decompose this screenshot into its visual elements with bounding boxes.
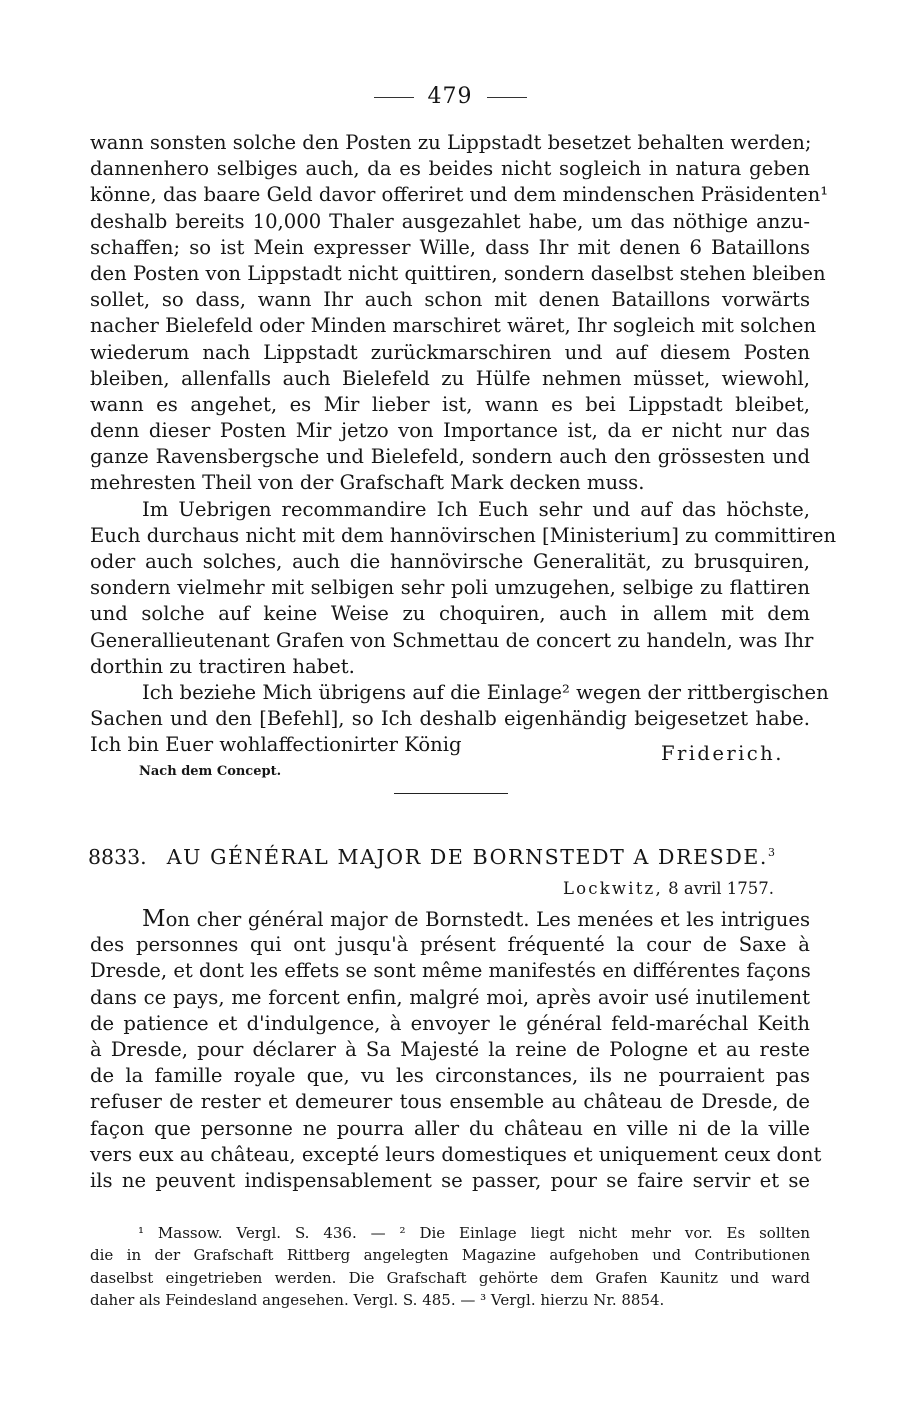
text-line: refuser de rester et demeurer tous ensemble au château de Dresde, de xyxy=(90,1090,810,1114)
text-line: denn dieser Posten Mir jetzo von Importance ist, da er nicht nur das xyxy=(90,419,810,443)
footnote-line: daselbst eingetrieben werden. Die Grafschaft gehörte dem Grafen Kaunitz und ward xyxy=(90,1268,810,1287)
header-dash-right xyxy=(487,97,527,98)
letter-continuation-paragraph-1 xyxy=(90,130,837,759)
section-divider xyxy=(394,793,508,794)
document-title: AU GÉNÉRAL MAJOR DE BORNSTEDT A DRESDE. xyxy=(166,845,769,869)
text-line: wann sonsten solche den Posten zu Lippstadt besetzet behalten werden; xyxy=(90,131,812,154)
text-line: ganze Ravensbergsche und Bielefeld, sondern auch den grössesten und xyxy=(90,445,810,469)
text-line: den Posten von Lippstadt nicht quittiren, sondern daselbst stehen bleiben xyxy=(90,261,826,285)
page-number: 479 xyxy=(427,84,473,109)
text-line: vers eux au château, excepté leurs domestiques et uniquement ceux dont xyxy=(90,1142,822,1166)
header-dash-left xyxy=(374,97,414,98)
text-line: façon que personne ne pourra aller du château en ville ni de la ville xyxy=(90,1116,810,1140)
dateline xyxy=(563,879,774,898)
text-line: Ich bin Euer wohlaffectionirter König xyxy=(90,733,462,757)
text-line: wann es angehet, es Mir lieber ist, wann es bei Lippstadt bleibet, xyxy=(90,392,810,416)
signature: Friderich. xyxy=(661,742,784,765)
text-line: Sachen und den [Befehl], so Ich deshalb eigenhändig beigesetzet habe. xyxy=(90,707,810,731)
text-line: de la famille royale que, vu les circonstances, ils ne pourraient pas xyxy=(90,1064,810,1088)
footnote-line: daher als Feindesland angesehen. Vergl. S. 485. — ³ Vergl. hierzu Nr. 8854. xyxy=(90,1291,665,1310)
text-line: deshalb bereits 10,000 Thaler ausgezahlet habe, um das nöthige anzu- xyxy=(90,209,810,233)
document-body xyxy=(90,906,822,1194)
footnote-line: die in der Grafschaft Rittberg angelegten Magazine aufgehoben und Contributionen xyxy=(90,1246,810,1265)
text-line: schaffen; so ist Mein expresser Wille, dass Ihr mit denen 6 Bataillons xyxy=(90,235,810,259)
text-line: à Dresde, pour déclarer à Sa Majesté la reine de Pologne et au reste xyxy=(90,1037,810,1061)
date: 8 avril 1757. xyxy=(668,879,774,898)
text-line: könne, das baare Geld davor offeriret und dem mindenschen Präsidenten¹ xyxy=(90,183,829,207)
source-note: Nach dem Concept. xyxy=(139,764,282,779)
text-line: Dresde, et dont les effets se sont même manifestés en différentes façons xyxy=(90,959,811,983)
text-line: bleiben, allenfalls auch Bielefeld zu Hülfe nehmen müsset, wiewohl, xyxy=(90,366,810,390)
footnote-line: ¹ Massow. Vergl. S. 436. — ² Die Einlage liegt nicht mehr vor. Es sollten xyxy=(138,1224,810,1242)
text-line: dans ce pays, me forcent enfin, malgré moi, après avoir usé inutilement xyxy=(90,985,810,1009)
initial-letter: M xyxy=(142,906,166,932)
date-place: Lockwitz, xyxy=(563,879,663,898)
text-line: nacher Bielefeld oder Minden marschiret wäret, Ihr sogleich mit solchen xyxy=(90,314,817,338)
text-line: sondern vielmehr mit selbigen sehr poli umzugehen, selbige zu flattiren xyxy=(90,576,810,600)
document-number: 8833. xyxy=(88,845,147,869)
text-line: Im Uebrigen recommandire Ich Euch sehr und auf das höchste, xyxy=(142,497,810,521)
text-line: und solche auf keine Weise zu choquiren, auch in allem mit dem xyxy=(90,602,810,626)
footnote-marker: 3 xyxy=(768,846,776,860)
text-line: wiederum nach Lippstadt zurückmarschiren und auf diesem Posten xyxy=(90,340,810,364)
text-line: ils ne peuvent indispensablement se passer, pour se faire servir et se xyxy=(90,1168,810,1192)
footnotes xyxy=(90,1222,810,1312)
page-header xyxy=(0,84,900,110)
document-heading xyxy=(88,844,818,870)
text-line: Ich beziehe Mich übrigens auf die Einlage² wegen der rittbergischen xyxy=(142,680,829,704)
text-line: sollet, so dass, wann Ihr auch schon mit denen Bataillons vorwärts xyxy=(90,288,810,312)
text-line: de patience et d'indulgence, à envoyer le général feld-maréchal Keith xyxy=(90,1011,810,1035)
text-line: dannenhero selbiges auch, da es beides nicht sogleich in natura geben xyxy=(90,157,810,181)
text-line-first xyxy=(90,906,810,932)
text-line: oder auch solches, auch die hannövirsche Generalität, zu brusquiren, xyxy=(90,550,810,573)
text-line: on cher général major de Bornstedt. Les menées et les intrigues xyxy=(165,908,810,931)
text-line: mehresten Theil von der Grafschaft Mark decken muss. xyxy=(90,471,645,495)
text-line: des personnes qui ont jusqu'à présent fréquenté la cour de Saxe à xyxy=(90,933,810,957)
text-line: Euch durchaus nicht mit dem hannövirschen [Ministerium] zu committiren xyxy=(90,523,837,547)
text-line: Generallieutenant Grafen von Schmettau de concert zu handeln, was Ihr xyxy=(90,628,814,652)
text-line: dorthin zu tractiren habet. xyxy=(90,654,355,678)
